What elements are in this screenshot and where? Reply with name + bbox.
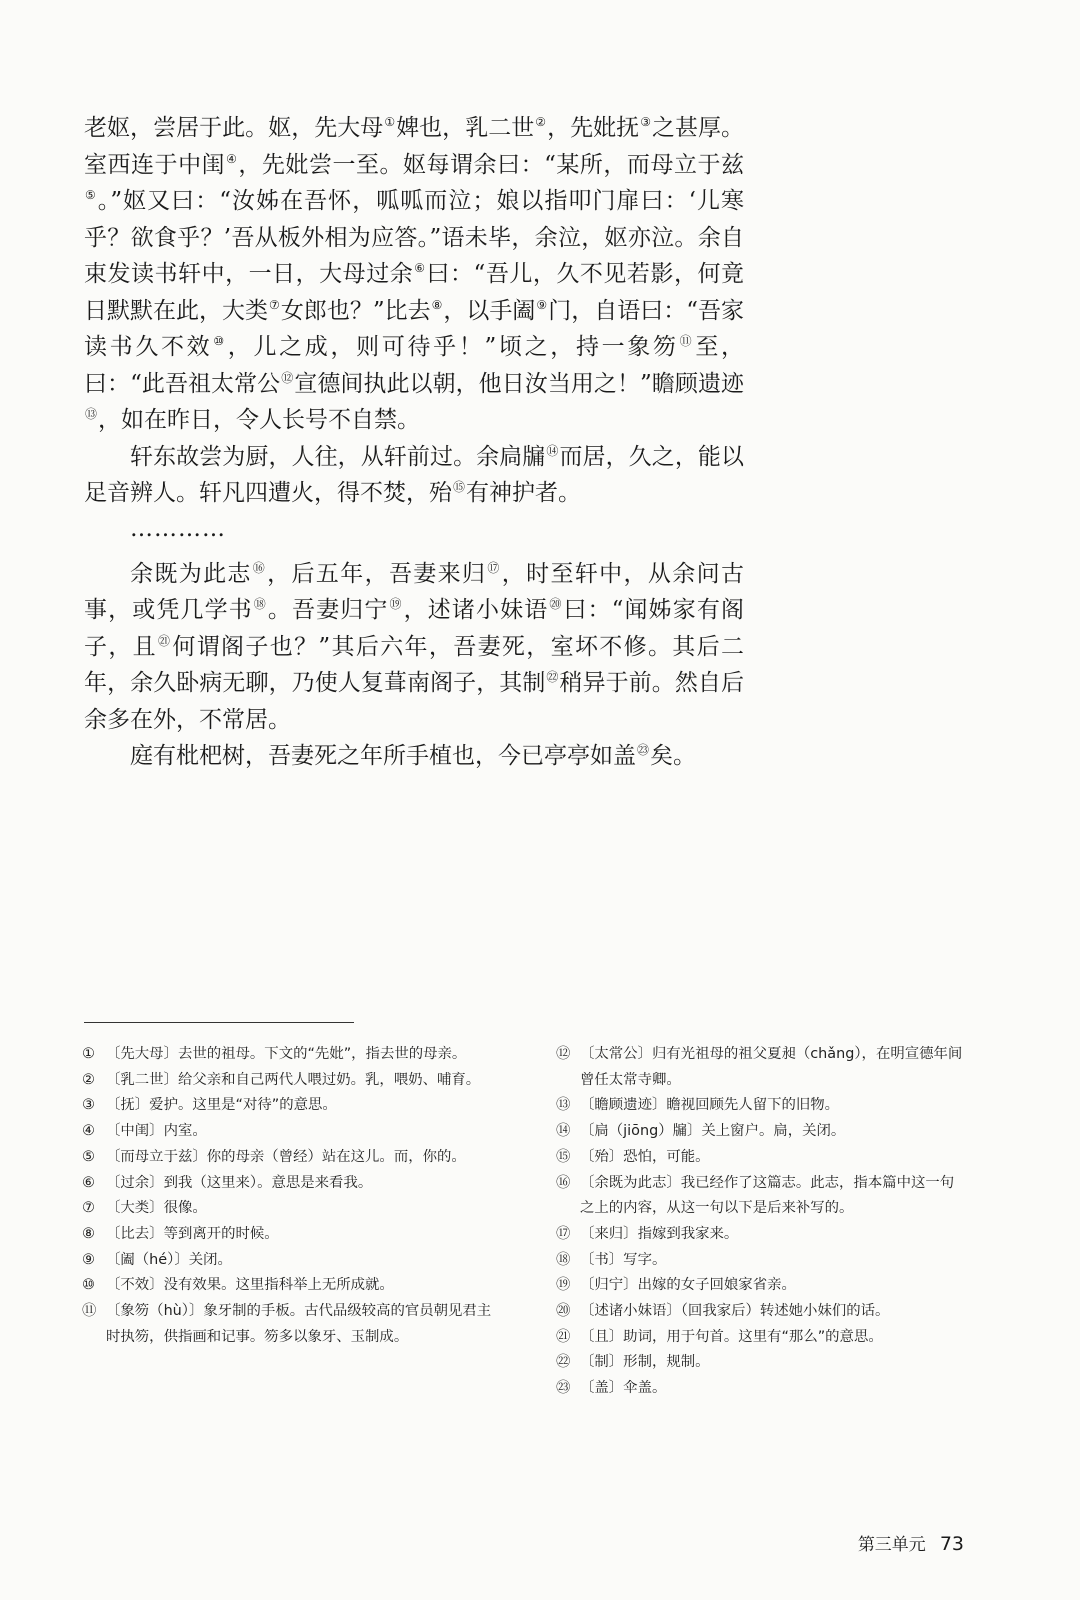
footnote-ref-17[interactable]: ⑰ — [487, 560, 501, 575]
footnote-ref-18[interactable]: ⑱ — [253, 597, 267, 611]
footnote-item: ㉑ 〔且〕助词，用于句首。这里有“那么”的意思。 — [556, 1328, 883, 1345]
footnote-item: ⑤ 〔而母立于兹〕你的母亲（曾经）站在这儿。而，你的。 — [82, 1148, 466, 1165]
footnote-item: ⑥ 〔过余〕到我（这里来）。意思是来看我。 — [82, 1174, 373, 1191]
footnote-item: ⑯ 〔余既为此志〕我已经作了这篇志。此志，指本篇中这一句之上的内容，从这一句以下是后来补写的。 — [556, 1174, 955, 1217]
paragraph-2: 轩东故尝为厨，人往，从轩前过。余扃牖⑭而居，久之，能以足音辨人。轩凡四遭火，得不焚，殆⑮有神护者。 — [84, 443, 744, 506]
page-number: 73 — [939, 1533, 964, 1555]
footnote-ref-4[interactable]: ④ — [226, 151, 238, 166]
footnote-item: ⑧ 〔比去〕等到离开的时候。 — [82, 1225, 279, 1242]
footnote-item: ㉓ 〔盖〕伞盖。 — [556, 1380, 667, 1397]
footnote-item: ㉒ 〔制〕形制，规制。 — [556, 1354, 710, 1371]
footnote-ref-13[interactable]: ⑬ — [85, 407, 98, 421]
footnote-ref-3[interactable]: ③ — [640, 115, 651, 129]
footnote-item: ⑩ 〔不效〕没有效果。这里指科举上无所成就。 — [82, 1277, 394, 1294]
footnote-item: ⑬ 〔瞻顾遗迹〕瞻视回顾先人留下的旧物。 — [556, 1097, 840, 1114]
footnote-ref-21[interactable]: ㉑ — [158, 633, 172, 648]
footnote-divider — [84, 1022, 354, 1023]
unit-label: 第三单元 — [857, 1535, 926, 1555]
footnote-ref-1[interactable]: ① — [384, 115, 396, 129]
footnote-ref-12[interactable]: ⑫ — [281, 370, 294, 385]
page-footer — [858, 1530, 964, 1555]
footnote-item: ② 〔乳二世〕给父亲和自己两代人喂过奶。乳，喂奶、哺育。 — [82, 1071, 481, 1088]
paragraph-4: 庭有枇杷树，吾妻死之年所手植也，今已亭亭如盖$^㉓$矣。 — [130, 743, 697, 769]
paragraph-3: 余既为此志⑯，后五年，吾妻来归⑰，时至轩中，从余问古事，或凭几学书⑱。吾妻归宁⑲，述诸小妹语⑳曰：“闻姊家有阁子，且$^㉑$何谓阁子也？”其后六年，吾妻死，室坏不修。其后二年，余久卧病无聊，乃使人复葺南阁子，其制$^㉒$稍异于前。然自后余多在外，不常居。 — [84, 560, 744, 733]
footnotes-left-column — [82, 1042, 492, 1350]
footnotes-right-column — [556, 1042, 966, 1402]
footnote-ref-22[interactable]: ㉒ — [546, 670, 559, 684]
footnote-ref-15[interactable]: ⑮ — [453, 480, 466, 494]
footnote-item: ⑮ 〔殆〕恐怕，可能。 — [556, 1148, 710, 1165]
footnote-item: ⑭ 〔扃（jiōng）牖〕关上窗户。扃，关闭。 — [556, 1123, 846, 1140]
footnote-ref-14[interactable]: ⑭ — [546, 443, 559, 458]
main-text — [84, 110, 744, 775]
footnote-ref-6[interactable]: ⑥ — [414, 261, 426, 275]
footnote-item: ① 〔先大母〕去世的祖母。下文的“先妣”，指去世的母亲。 — [82, 1046, 467, 1062]
footnote-item: ⑦ 〔大类〕很像。 — [82, 1200, 207, 1217]
footnote-item: ⑫ 〔太常公〕归有光祖母的祖父夏昶（chǎng），在明宣德年间曾任太常寺卿。 — [556, 1046, 963, 1088]
footnote-item: ⑰ 〔来归〕指嫁到我家来。 — [556, 1225, 739, 1242]
omission-ellipsis: ………… — [130, 515, 226, 542]
footnote-ref-7[interactable]: ⑦ — [269, 297, 280, 312]
footnote-ref-8[interactable]: ⑧ — [431, 297, 443, 312]
footnote-item: ④ 〔中闺〕内室。 — [82, 1123, 207, 1140]
footnote-item: ⑨ 〔阖（hé）〕关闭。 — [82, 1251, 232, 1268]
paragraph-1: 老妪，尝居于此。妪，先大母①婢也，乳二世②，先妣抚③之甚厚。室西连于中闺④，先妣尝一至。妪每谓余曰：“某所，而母立于兹⑤。”妪又曰：“汝姊在吾怀，呱呱而泣；娘以指叩门扉曰：‘儿寒乎？欲食乎？’吾从板外相为应答。”语未毕，余泣，妪亦泣。余自束发读书轩中，一日，大母过余⑥曰：“吾儿，久不见若影，何竟日默默在此，大类⑦女郎也？”比去⑧，以手阖⑨门，自语曰：“吾家读书久不效⑩，儿之成，则可待乎！”顷之，持一象笏⑪至，曰：“此吾祖太常公⑫宣德间执此以朝，他日汝当用之！”瞻顾遗迹⑬，如在昨日，令人长号不自禁。 — [84, 115, 745, 433]
footnote-ref-10[interactable]: ⑩ — [213, 334, 227, 348]
footnote-ref-19[interactable]: ⑲ — [389, 597, 403, 611]
footnote-item: ③ 〔抚〕爱护。这里是“对待”的意思。 — [82, 1097, 337, 1114]
footnote-ref-9[interactable]: ⑨ — [536, 297, 548, 312]
footnote-ref-23[interactable]: ㉓ — [637, 743, 650, 757]
footnote-ref-16[interactable]: ⑯ — [252, 560, 267, 575]
footnote-ref-20[interactable]: ⑳ — [549, 597, 563, 611]
footnote-item: ⑲ 〔归宁〕出嫁的女子回娘家省亲。 — [556, 1277, 796, 1294]
footnote-ref-2[interactable]: ② — [535, 115, 547, 129]
footnote-item: ⑳ 〔述诸小妹语〕（回我家后）转述她小妹们的话。 — [556, 1303, 890, 1320]
footnote-item: ⑪ 〔象笏（hù）〕象牙制的手板。古代品级较高的官员朝见君主时执笏，供指画和记事。笏多以象牙、玉制成。 — [82, 1303, 492, 1345]
footnote-ref-11[interactable]: ⑪ — [679, 334, 695, 348]
footnote-ref-5[interactable]: ⑤ — [85, 188, 97, 202]
footnote-item: ⑱ 〔书〕写字。 — [556, 1251, 667, 1268]
